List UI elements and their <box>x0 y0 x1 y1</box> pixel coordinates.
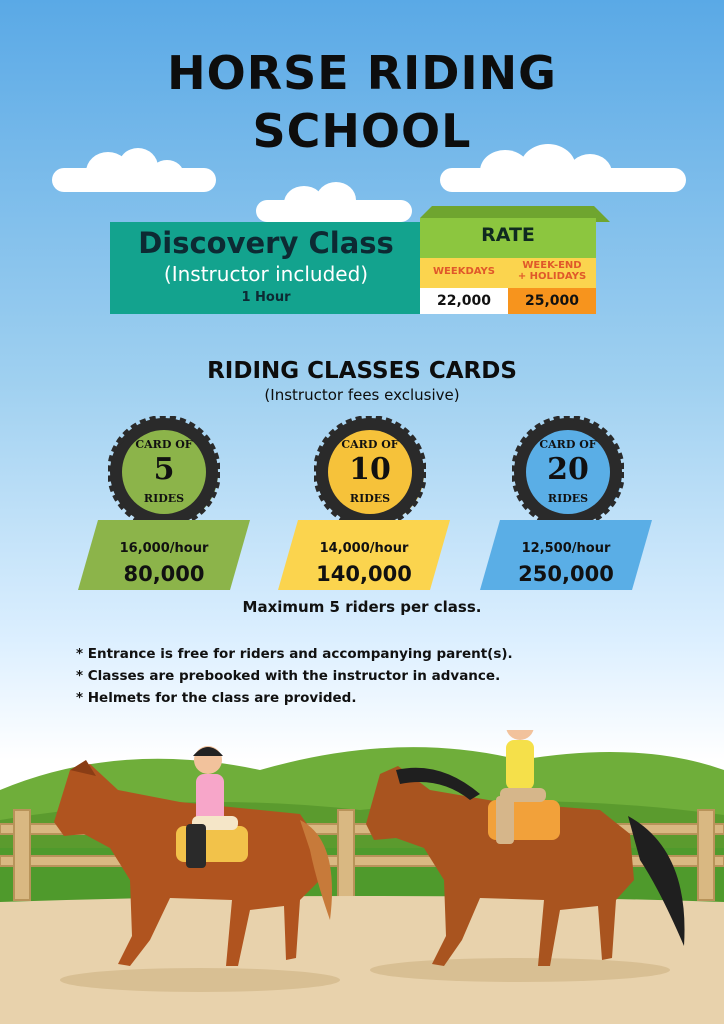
cloud-middle <box>256 186 412 222</box>
title-line-2: SCHOOL <box>252 104 472 158</box>
discovery-class-subtitle: (Instructor included) <box>163 262 369 286</box>
card-10-total: 140,000 <box>316 562 412 586</box>
weekend-label-line-2: + HOLIDAYS <box>517 271 587 282</box>
weekend-label <box>508 260 596 282</box>
weekdays-label: WEEKDAYS <box>433 266 495 277</box>
title-line-1: HORSE RIDING <box>167 46 557 100</box>
card-10-number: 10 <box>349 452 391 487</box>
cards-section-subtitle: (Instructor fees exclusive) <box>264 386 460 404</box>
card-5-per-hour: 16,000/hour <box>119 541 209 556</box>
ground <box>0 896 724 1024</box>
note-prebooked: * Classes are prebooked with the instructor in advance. <box>76 668 501 684</box>
note-helmets: * Helmets for the class are provided. <box>76 690 357 706</box>
card-20-bottom-text: RIDES <box>547 492 589 505</box>
card-20-number: 20 <box>547 452 589 487</box>
max-riders-note: Maximum 5 riders per class. <box>242 598 482 616</box>
card-5-total: 80,000 <box>123 562 205 586</box>
note-entrance: * Entrance is free for riders and accompanying parent(s). <box>76 646 513 662</box>
card-10-top-text: CARD OF <box>341 438 399 451</box>
page-title <box>0 44 724 160</box>
weekend-label-line-1: WEEK-END <box>522 260 582 271</box>
discovery-class-duration: 1 Hour <box>241 290 291 305</box>
cards-section-title: RIDING CLASSES CARDS <box>207 358 517 384</box>
card-20-total: 250,000 <box>518 562 614 586</box>
card-5-number: 5 <box>153 452 175 487</box>
card-10-per-hour: 14,000/hour <box>319 541 409 556</box>
card-5-bottom-text: RIDES <box>143 492 185 505</box>
riding-scene-illustration <box>0 730 724 1024</box>
card-5-top-text: CARD OF <box>135 438 193 451</box>
weekend-price: 25,000 <box>524 293 580 309</box>
card-20-per-hour: 12,500/hour <box>521 541 611 556</box>
card-10-bottom-text: RIDES <box>349 492 391 505</box>
card-20-top-text: CARD OF <box>539 438 597 451</box>
discovery-class-title: Discovery Class <box>138 226 394 260</box>
weekdays-price: 22,000 <box>436 293 492 309</box>
rate-label: RATE <box>481 224 535 246</box>
